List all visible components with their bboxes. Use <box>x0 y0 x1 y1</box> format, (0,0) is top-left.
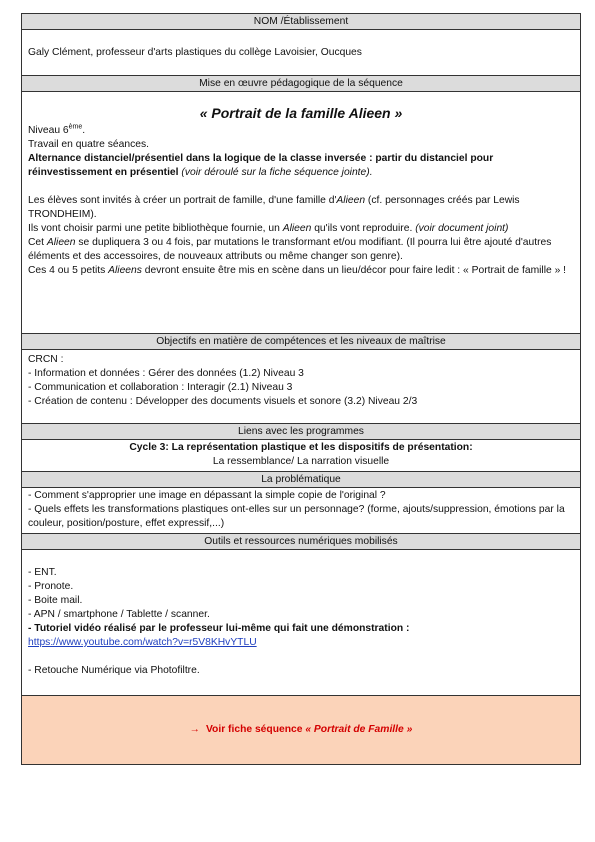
description-paragraph-4: Ces 4 ou 5 petits Alieens devront ensuite être mis en scène dans un lieu/décor pour faire ledit : « Portrait de famille » ! <box>28 265 567 276</box>
liens-detail: La ressemblance/ La narration visuelle <box>212 456 390 467</box>
liens-cell <box>22 440 580 472</box>
section-header-liens: Liens avec les programmes <box>22 424 580 440</box>
description-paragraph-1: Les élèves sont invités à créer un portrait de famille, d'une famille d'Alieen (cf. personnages créés par Lewis TRONDHEIM). <box>28 195 520 220</box>
outil-item: - Boite mail. <box>28 595 83 606</box>
sequence-title: « Portrait de la famille Alieen » <box>199 105 403 121</box>
section-header-nom: NOM /Établissement <box>22 14 580 30</box>
outil-item: - ENT. <box>28 567 57 578</box>
outils-cell <box>22 550 580 696</box>
travail-line: Travail en quatre séances. <box>28 139 149 150</box>
objectif-item: - Communication et collaboration : Interagir (2.1) Niveau 3 <box>28 382 293 393</box>
outil-item: - Pronote. <box>28 581 74 592</box>
arrow-right-icon: → <box>189 724 200 735</box>
sequence-table <box>21 13 581 765</box>
nom-etablissement-cell <box>22 30 580 76</box>
youtube-link[interactable]: https://www.youtube.com/watch?v=r5V8KHvYTLU <box>28 637 257 648</box>
problematique-question-2: - Quels effets les transformations plastiques ont-elles sur un personnage? (forme, ajouts/suppression, émotions par la couleur, position/posture, effet expressif,...) <box>28 504 565 529</box>
voir-fiche-sequence-box <box>22 696 580 764</box>
objectif-item: - Création de contenu : Développer des documents visuels et sonore (3.2) Niveau 2/3 <box>28 396 418 407</box>
niveau-line: Niveau 6ème. <box>28 123 86 136</box>
problematique-cell <box>22 488 580 534</box>
section-header-mise: Mise en œuvre pédagogique de la séquence <box>22 76 580 92</box>
problematique-question-1: - Comment s'approprier une image en dépassant la simple copie de l'original ? <box>28 490 386 501</box>
outil-item: - APN / smartphone / Tablette / scanner. <box>28 609 210 620</box>
mise-en-oeuvre-cell <box>22 106 580 334</box>
description-paragraph-3: Cet Alieen se dupliquera 3 ou 4 fois, par mutations le transformant et/ou modifiant. (Il pourra lui être ajouté d'autres éléments et des accessoires, de nouveaux attributs ou même changer son genre). <box>28 237 552 262</box>
tutoriel-item: - Tutoriel vidéo réalisé par le professeur lui-même qui fait une démonstration : <box>28 623 410 634</box>
objectif-item: - Information et données : Gérer des données (1.2) Niveau 3 <box>28 368 304 379</box>
nom-etablissement-value: Galy Clément, professeur d'arts plastiques du collège Lavoisier, Oucques <box>28 47 362 58</box>
section-header-objectifs: Objectifs en matière de compétences et les niveaux de maîtrise <box>22 334 580 350</box>
liens-cycle: Cycle 3: La représentation plastique et les dispositifs de présentation: <box>129 442 473 453</box>
section-header-outils: Outils et ressources numériques mobilisés <box>22 534 580 550</box>
description-paragraph-2: Ils vont choisir parmi une petite bibliothèque fournie, un Alieen qu'ils vont reproduire. (voir document joint) <box>28 223 509 234</box>
retouche-item: - Retouche Numérique via Photofiltre. <box>28 665 200 676</box>
voir-fiche-title: « Portrait de Famille » <box>305 724 413 735</box>
voir-fiche-label: Voir fiche séquence <box>205 724 306 735</box>
crcn-label: CRCN : <box>28 354 64 365</box>
alternance-paragraph: Alternance distanciel/présentiel dans la logique de la classe inversée : partir du distanciel pour réinvestissement en présentiel (voir déroulé sur la fiche séquence jointe). <box>28 153 494 178</box>
section-header-problematique: La problématique <box>22 472 580 488</box>
objectifs-cell <box>22 350 580 424</box>
